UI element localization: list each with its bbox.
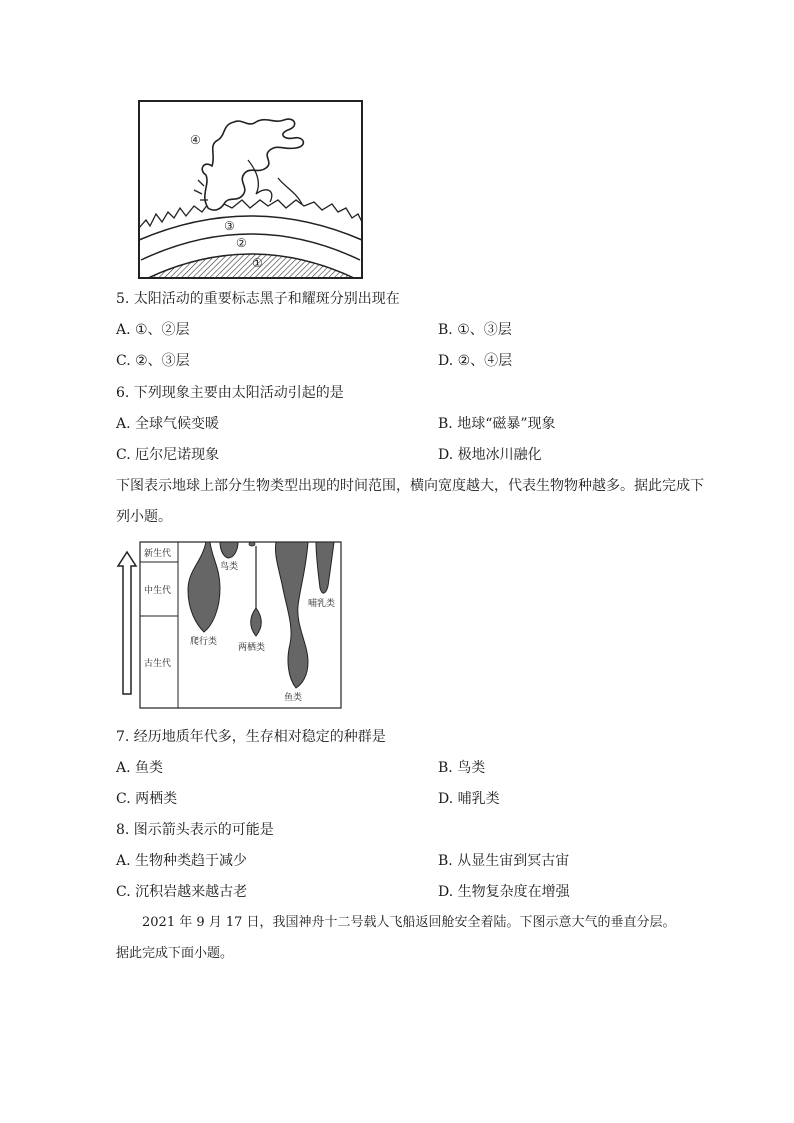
q7-option-c[interactable]: C. 两栖类 <box>116 791 178 807</box>
q5-stem: 5. 太阳活动的重要标志黑子和耀斑分别出现在 <box>116 291 400 307</box>
label-3: ③ <box>224 219 235 233</box>
q5-option-c[interactable]: C. ②、③层 <box>116 353 190 369</box>
q6-option-d[interactable]: D. 极地冰川融化 <box>438 447 542 463</box>
q8-option-b[interactable]: B. 从显生宙到冥古宙 <box>438 853 570 869</box>
solar-atmosphere-figure <box>138 100 364 280</box>
figure2-frame <box>140 542 341 708</box>
label-1: ① <box>252 256 263 270</box>
intro2-line2: 列小题。 <box>116 509 172 525</box>
label-fish: 鱼类 <box>284 693 303 703</box>
q5-option-b[interactable]: B. ①、③层 <box>438 322 512 338</box>
label-reptiles: 爬行类 <box>190 637 218 647</box>
q7-option-d[interactable]: D. 哺乳类 <box>438 791 500 807</box>
era-mesozoic: 中生代 <box>144 586 172 596</box>
label-2: ② <box>236 236 247 250</box>
label-mammals: 哺乳类 <box>308 599 336 609</box>
q8-option-c[interactable]: C. 沉积岩越来越古老 <box>116 884 248 900</box>
intro3-line2: 据此完成下面小题。 <box>116 946 234 961</box>
q7-option-a[interactable]: A. 鱼类 <box>116 760 164 776</box>
q7-option-b[interactable]: B. 鸟类 <box>438 760 486 776</box>
time-arrow <box>118 552 136 694</box>
q8-option-a[interactable]: A. 生物种类趋于减少 <box>116 853 248 869</box>
q5-option-a[interactable]: A. ①、②层 <box>116 322 190 338</box>
biology-eras-figure <box>116 540 344 710</box>
label-birds: 鸟类 <box>220 562 239 572</box>
q5-option-d[interactable]: D. ②、④层 <box>438 353 513 369</box>
q8-stem: 8. 图示箭头表示的可能是 <box>116 822 274 838</box>
q6-option-a[interactable]: A. 全球气候变暖 <box>116 416 220 432</box>
label-4: ④ <box>190 133 201 147</box>
era-paleozoic: 古生代 <box>144 659 172 669</box>
intro2-line1: 下图表示地球上部分生物类型出现的时间范围，横向宽度越大，代表生物物种越多。据此完成下 <box>116 478 704 494</box>
q6-option-c[interactable]: C. 厄尔尼诺现象 <box>116 447 220 463</box>
q6-stem: 6. 下列现象主要由太阳活动引起的是 <box>116 385 344 401</box>
era-cenozoic: 新生代 <box>144 549 172 559</box>
q8-option-d[interactable]: D. 生物复杂度在增强 <box>438 884 570 900</box>
q6-option-b[interactable]: B. 地球“磁暴”现象 <box>438 416 556 432</box>
label-amphibians: 两栖类 <box>238 643 266 653</box>
q7-stem: 7. 经历地质年代多，生存相对稳定的种群是 <box>116 729 386 745</box>
intro3-line1: 2021 年 9 月 17 日，我国神舟十二号载人飞船返回舱安全着陆。下图示意大气的垂直分层。 <box>142 915 676 930</box>
